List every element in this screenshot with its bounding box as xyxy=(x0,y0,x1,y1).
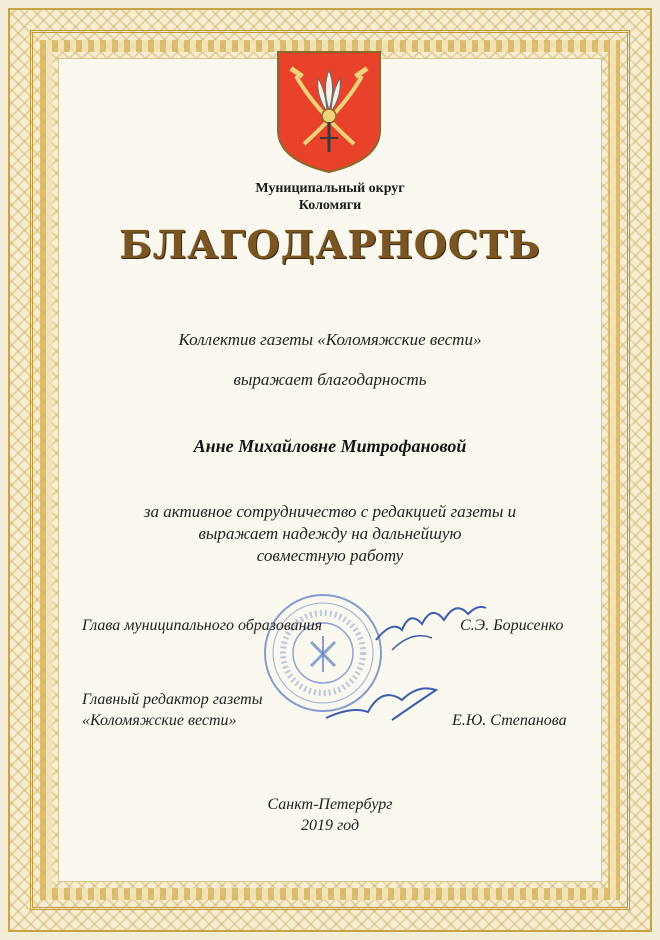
reason-line-1: за активное сотрудничество с редакцией газеты и xyxy=(143,502,517,521)
coat-of-arms-icon xyxy=(274,48,384,176)
footer-city: Санкт-Петербург xyxy=(267,796,393,813)
footer-year: 2019 год xyxy=(300,817,360,834)
reason-line-3: совместную работу xyxy=(256,546,404,565)
head-title: Глава муниципального образования xyxy=(82,617,323,634)
certificate-title: БЛАГОДАРНОСТЬ xyxy=(119,222,541,267)
body-line-2: выражает благодарность xyxy=(233,370,427,389)
head-name: С.Э. Борисенко xyxy=(460,617,564,634)
org-name-line1: Муниципальный округ xyxy=(255,181,405,196)
recipient-name: Анне Михайловне Митрофановой xyxy=(193,436,467,456)
editor-name: Е.Ю. Степанова xyxy=(452,712,567,729)
org-name-line2: Коломяги xyxy=(298,198,362,213)
reason-line-2: выражает надежду на дальнейшую xyxy=(198,524,462,543)
editor-title-line2: «Коломяжские вести» xyxy=(82,712,237,729)
body-line-1: Коллектив газеты «Коломяжские вести» xyxy=(178,330,482,349)
editor-title-line1: Главный редактор газеты xyxy=(82,691,263,708)
signature-stepanova-icon xyxy=(322,676,442,726)
